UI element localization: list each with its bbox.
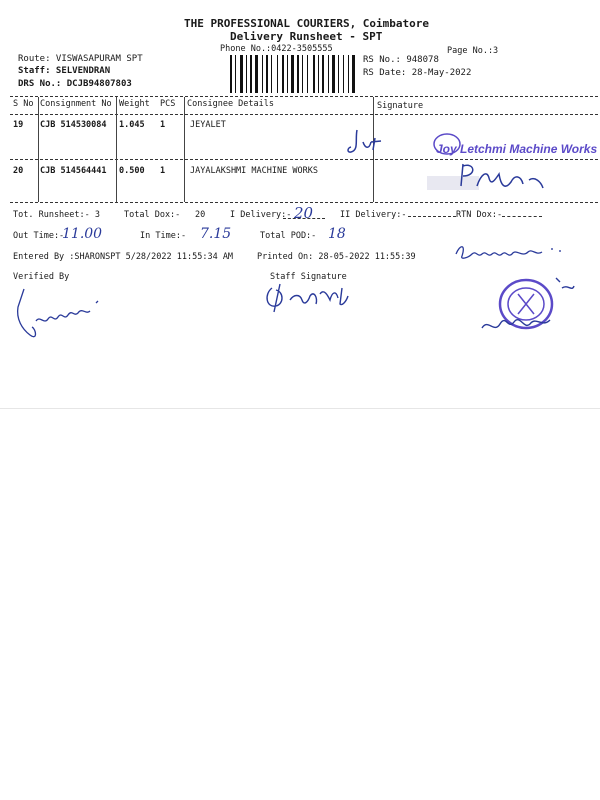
row-sno: 19 [13,120,24,130]
printed-on: Printed On: 28-05-2022 11:55:39 [257,252,416,262]
barcode-bar [297,55,299,93]
barcode-bar [352,55,355,93]
barcode-bar [277,55,278,93]
row-weight: 0.500 [119,166,145,176]
staff: Staff: SELVENDRAN [18,66,111,76]
out-time-value: 11.00 [62,226,103,242]
row-pcs: 1 [160,166,166,176]
row-consignee: JAYALAKSHMI MACHINE WORKS [190,166,318,176]
barcode-bar [287,55,288,93]
i-delivery-label: I Delivery:- [230,210,292,220]
in-time-label: In Time:- [140,231,187,241]
rs-date: RS Date: 28-May-2022 [363,68,472,78]
barcode-bar [262,55,263,93]
barcode-bar [328,55,329,93]
company-title: THE PROFESSIONAL COURIERS, Coimbatore [184,17,430,30]
column-divider [184,97,185,202]
header-pcs: PCS [160,99,176,109]
barcode-bar [348,55,349,93]
barcode-bar [266,55,268,93]
i-delivery-value: 20 [294,204,314,222]
barcode-bar [318,55,319,93]
barcode-bar [282,55,284,93]
barcode-bar [291,55,294,93]
total-runsheet: Tot. Runsheet:- 3 [13,210,100,220]
row-sno: 20 [13,166,24,176]
header-weight: Weight [119,99,150,109]
table-top-rule [10,96,598,97]
runsheet-subtitle: Delivery Runsheet - SPT [230,30,383,43]
barcode-bar [271,55,272,93]
verified-by-signature [10,285,110,355]
table-bottom-rule [10,202,598,203]
scan-artifact-line [0,408,600,409]
row-pcs: 1 [160,120,166,130]
row-weight: 1.045 [119,120,145,130]
barcode-bar [322,55,324,93]
entered-by: Entered By :SHARONSPT 5/28/2022 11:55:34 AM [13,252,234,262]
barcode-bar [332,55,335,93]
verified-by-label: Verified By [13,272,70,282]
route: Route: VISWASAPURAM SPT [18,54,143,64]
barcode-bar [255,55,258,93]
total-dox-value: 20 [195,210,206,220]
handwritten-signature-right [452,240,572,264]
total-pod-label: Total POD:- [260,231,317,241]
signature-row-19 [345,128,385,158]
header-signature: Signature [377,101,424,111]
header-sno: S No [13,99,34,109]
phone-number: Phone No.:0422-3505555 [220,44,333,54]
staff-signature [262,278,362,318]
in-time-value: 7.15 [200,226,232,242]
rtn-dox-rule [502,216,542,217]
ii-delivery-label: II Delivery:- [340,210,407,220]
row-consignment: CJB 514530084 [40,120,107,130]
barcode-bar [240,55,243,93]
total-pod-value: 18 [328,226,346,242]
drs-number: DRS No.: DCJB94807803 [18,79,132,89]
out-time-label: Out Time:- [13,231,65,241]
header-consignee: Consignee Details [187,99,274,109]
i-delivery-rule [283,218,325,219]
rtn-dox-label: RTN Dox:- [456,210,503,220]
total-dox-label: Total Dox:- [124,210,181,220]
stamp-logo-icon [432,132,462,156]
barcode-bar [338,55,339,93]
row-consignee: JEYALET [190,120,226,130]
staff-signature-label: Staff Signature [270,272,347,282]
signature-row-20 [425,160,565,200]
barcode-bar [307,55,308,93]
barcode-bar [235,55,236,93]
company-stamp: Joy Letchmi Machine Works [436,142,598,156]
table-header-rule [10,114,598,115]
barcode-bar [302,55,303,93]
barcode-bar [343,55,344,93]
barcode-bar [246,55,247,93]
column-divider [38,97,39,202]
row-consignment: CJB 514564441 [40,166,107,176]
page-number: Page No.:3 [447,46,499,56]
barcode [230,55,356,93]
column-divider [116,97,117,202]
header-consignment: Consignment No [40,99,112,109]
ii-delivery-rule [408,216,456,217]
barcode-bar [230,55,232,93]
round-stamp-icon [478,268,588,358]
rs-number: RS No.: 948078 [363,55,439,65]
barcode-bar [250,55,252,93]
barcode-bar [313,55,315,93]
